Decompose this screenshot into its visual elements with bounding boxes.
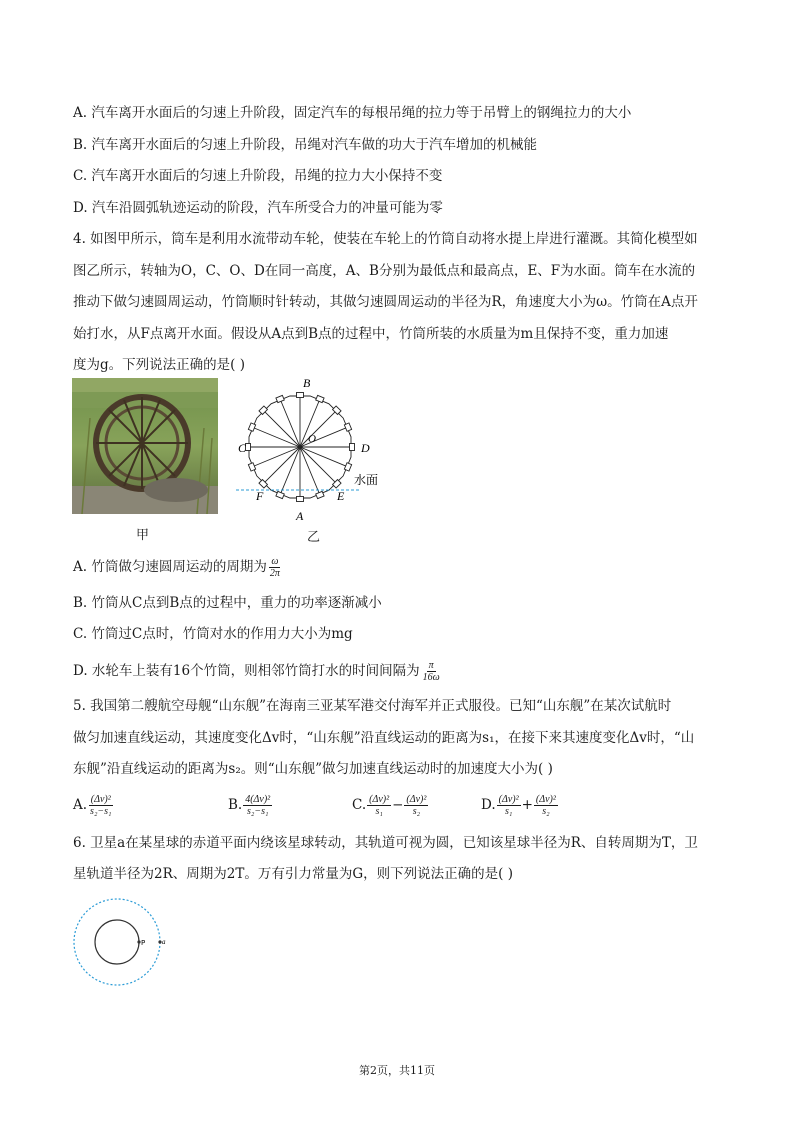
q5-option-a-numerator: (Δv)²	[90, 794, 111, 805]
q4-option-a	[73, 556, 283, 579]
q5-option-d-label: D.	[481, 797, 496, 813]
bamboo-tube	[297, 393, 304, 398]
label-f: F	[256, 489, 264, 503]
q4-option-a-numerator: ω	[271, 556, 279, 567]
q5-option-d	[481, 794, 559, 817]
q5-option-c	[352, 794, 429, 817]
q5-option-c-label: C.	[352, 797, 367, 813]
bamboo-tube	[246, 444, 251, 451]
q4-option-c: C. 竹筒过C点时，竹筒对水的作用力大小为mg	[73, 626, 353, 642]
q4-stem-line-2: 图乙所示，转轴为O，C、O、D在同一高度，A、B分别为最低点和最高点，E、F为水面。筒车在水流的	[73, 263, 696, 279]
q5-option-b	[228, 794, 273, 817]
orbit-circle	[74, 899, 160, 985]
q4-stem-line-4: 始打水，从F点离开水面。假设从A点到B点的过程中，竹筒所装的水质量为m且保持不变，重力加速	[73, 326, 669, 342]
wheel-spoke	[300, 447, 337, 484]
q5-stem-line-2: 做匀加速直线运动，其速度变化Δv时，“山东舰”沿直线运动的距离为s₁，在接下来其速度变化Δv时，“山	[73, 730, 695, 746]
q5-stem-line-1: 5. 我国第二艘航空母舰“山东舰”在海南三亚某军港交付海军并正式服役。已知“山东舰”在某次试航时	[73, 698, 672, 714]
label-water-surface: 水面	[354, 473, 379, 487]
caption-yi: 乙	[307, 530, 321, 545]
bamboo-tube	[248, 463, 255, 471]
q5-option-b-numerator: 4(Δv)²	[245, 794, 271, 805]
wheel-spoke	[263, 410, 300, 447]
q4-option-d-text: D. 水轮车上装有16个竹筒，则相邻竹筒打水的时间间隔为	[73, 663, 420, 679]
q4-option-d-fraction	[421, 660, 442, 683]
q4-stem-line-5: 度为g。下列说法正确的是( )	[73, 357, 245, 373]
q5-option-b-label: B.	[228, 797, 243, 813]
label-a: A	[296, 509, 304, 520]
satellite-orbit-diagram	[70, 895, 170, 989]
q3-option-a: A. 汽车离开水面后的匀速上升阶段，固定汽车的每根吊绳的拉力等于吊臂上的钢绳拉力的大小	[73, 105, 632, 121]
q5-option-c-fraction-2	[404, 794, 428, 817]
q5-stem-line-3: 东舰”沿直线运动的距离为s₂。则“山东舰”做匀加速直线运动时的加速度大小为( )	[73, 761, 553, 777]
q5-option-d-denominator-2: s₂	[542, 806, 550, 817]
q4-option-a-denominator: 2π	[269, 568, 280, 579]
q5-option-c-numerator-1: (Δv)²	[369, 794, 390, 805]
bamboo-tube	[316, 395, 324, 402]
q4-option-a-text: A. 竹筒做匀速圆周运动的周期为	[73, 559, 267, 575]
q5-option-d-numerator-1: (Δv)²	[498, 794, 519, 805]
bamboo-tube	[344, 463, 351, 471]
q5-option-a-fraction	[88, 794, 113, 817]
q4-option-d-numerator: π	[428, 660, 434, 671]
q4-option-d	[73, 660, 443, 683]
q5-option-a-label: A.	[73, 797, 88, 813]
q5-option-b-fraction	[243, 794, 272, 817]
q5-option-c-operator: −	[392, 797, 404, 813]
q4-option-d-denominator: 16ω	[422, 672, 440, 683]
q5-option-d-operator: +	[521, 797, 533, 813]
q5-option-c-fraction-1	[367, 794, 391, 817]
planet-circle	[95, 920, 139, 964]
q5-option-d-numerator-2: (Δv)²	[535, 794, 556, 805]
q5-option-d-fraction-2	[534, 794, 558, 817]
label-a: a	[162, 938, 166, 946]
wheel-spoke	[300, 410, 337, 447]
q5-option-c-numerator-2: (Δv)²	[406, 794, 427, 805]
label-e: E	[337, 489, 345, 503]
q5-option-c-denominator-1: s₁	[375, 806, 383, 817]
bamboo-tube	[276, 491, 284, 498]
bamboo-tube	[276, 395, 284, 402]
q5-option-a-denominator: s₂−s₁	[90, 806, 112, 817]
caption-jia: 甲	[136, 528, 150, 543]
q3-option-b: B. 汽车离开水面后的匀速上升阶段，吊绳对汽车做的功大于汽车增加的机械能	[73, 137, 538, 153]
q4-option-a-fraction	[268, 556, 282, 579]
q5-option-c-denominator-2: s₂	[412, 806, 421, 817]
label-p: P	[141, 939, 146, 947]
q6-stem-line-2: 星轨道半径为2R、周期为2T。万有引力常量为G，则下列说法正确的是( )	[73, 866, 513, 882]
q4-stem-line-3: 推动下做匀速圆周运动，竹筒顺时针转动，其做匀速圆周运动的半径为R，角速度大小为ω。竹筒在A点开	[73, 294, 698, 310]
q4-option-b: B. 竹筒从C点到B点的过程中，重力的功率逐渐减小	[73, 595, 382, 611]
label-b: B	[303, 376, 311, 390]
water-wheel-diagram	[232, 376, 392, 520]
q3-option-c: C. 汽车离开水面后的匀速上升阶段，吊绳的拉力大小保持不变	[73, 168, 443, 184]
q4-stem-line-1: 4. 如图甲所示，筒车是利用水流带动车轮，使装在车轮上的竹筒自动将水提上岸进行灌溉。其简化模型如	[73, 231, 698, 247]
wheel-spoke	[263, 447, 300, 484]
q3-option-d: D. 汽车沿圆弧轨迹运动的阶段，汽车所受合力的冲量可能为零	[73, 200, 443, 216]
bamboo-tube	[350, 444, 355, 451]
q5-option-d-fraction-1	[497, 794, 521, 817]
bamboo-tube	[297, 497, 304, 502]
label-o: O	[308, 433, 316, 445]
q5-option-a	[73, 794, 115, 817]
q5-option-b-denominator: s₂−s₁	[246, 806, 269, 817]
bamboo-tube	[316, 491, 324, 498]
label-d: D	[361, 441, 370, 455]
q6-stem-line-1: 6. 卫星a在某星球的赤道平面内绕该星球转动，其轨道可视为圆，已知该星球半径为R、自转周期为T，卫	[73, 835, 698, 851]
bamboo-tube	[344, 423, 351, 431]
water-wheel-photo	[72, 378, 218, 514]
page-footer: 第2页，共11页	[359, 1064, 435, 1077]
q5-option-d-denominator-1: s₁	[504, 806, 513, 817]
label-c: C	[238, 441, 247, 455]
bamboo-tube	[248, 423, 255, 431]
